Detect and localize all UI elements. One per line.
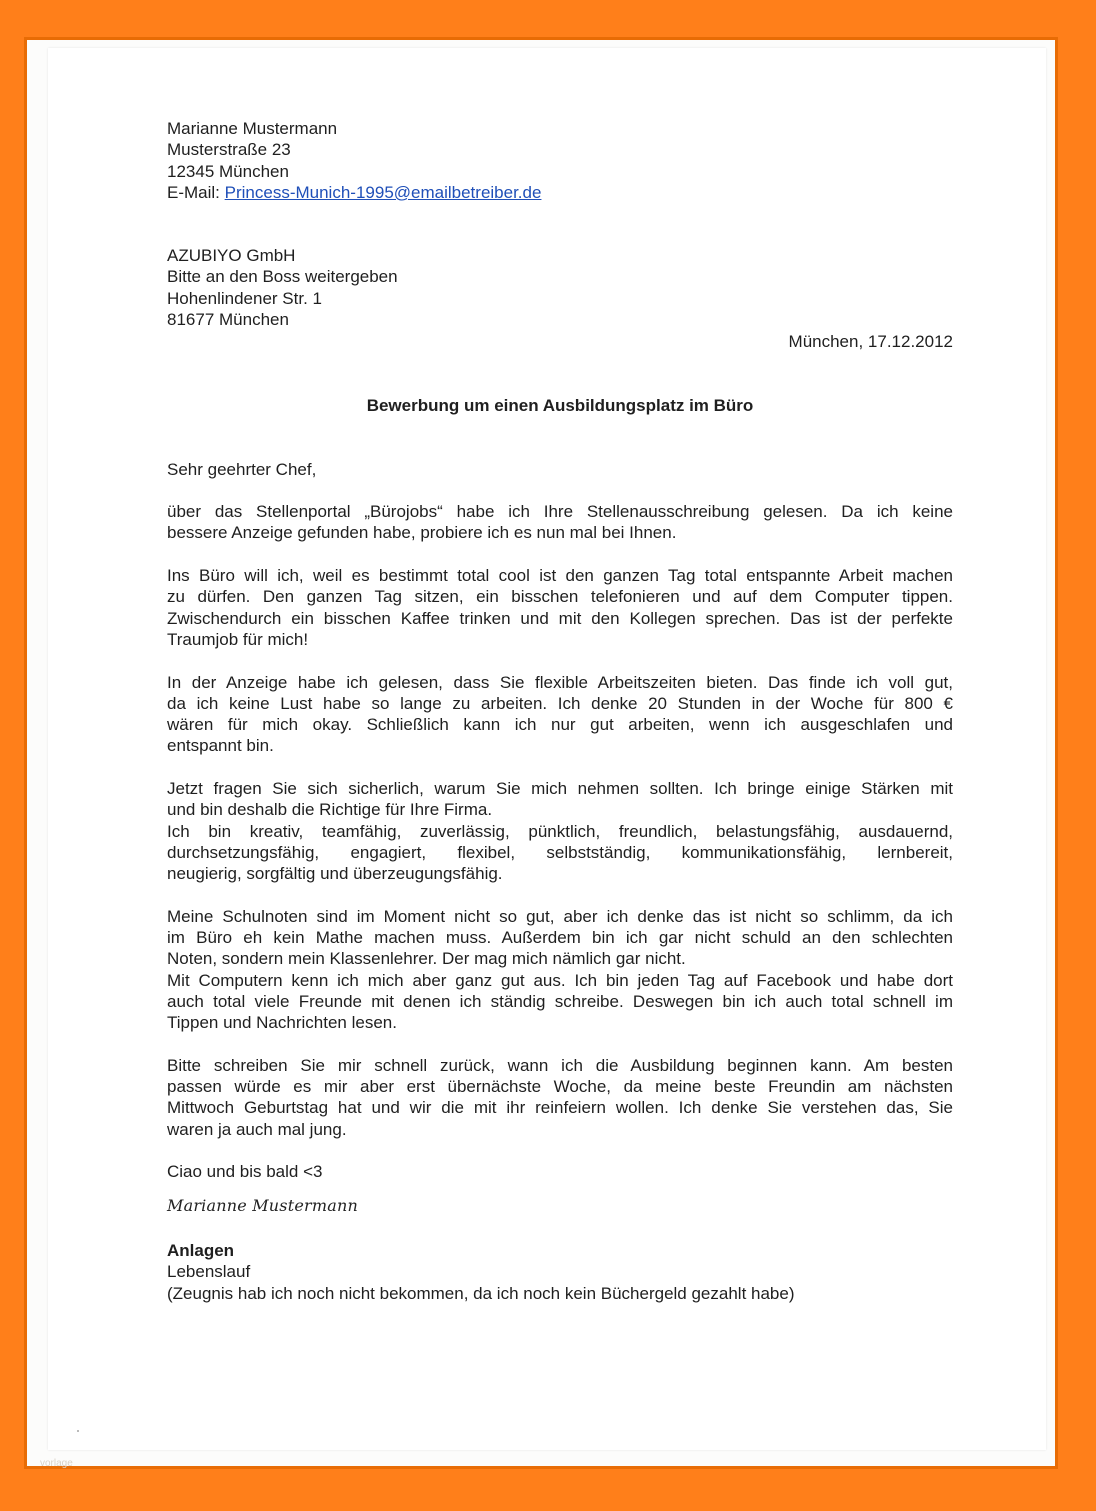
paragraph-line: passen würde es mir aber erst übernächste Woche, da meine beste Freundin am nächsten — [167, 1077, 953, 1097]
paragraph-line: Mit Computern kenn ich mich aber ganz gut aus. Ich bin jeden Tag auf Facebook und habe dort — [167, 970, 953, 990]
sender-block — [167, 118, 953, 203]
paragraph-line: Mittwoch Geburtstag hat und wir die mit ihr reinfeiern wollen. Ich denke Sie verstehen das, Sie — [167, 1098, 953, 1118]
body-paragraph — [167, 778, 953, 884]
paragraph-line: auch total viele Freunde mit denen ich ständig schreibe. Deswegen bin ich auch total schnell im — [167, 991, 953, 1011]
recipient-company: AZUBIYO GmbH — [167, 246, 296, 266]
paragraph-line: durchsetzungsfähig, engagiert, flexibel, selbstständig, kommunikationsfähig, lernbereit, — [167, 842, 953, 862]
letter-subject: Bewerbung um einen Ausbildungsplatz im Büro — [366, 395, 754, 415]
paragraph-line: über das Stellenportal „Bürojobs“ habe ich Ihre Stellenausschreibung gelesen. Da ich keine — [167, 502, 953, 522]
letter-date: München, 17.12.2012 — [788, 332, 953, 352]
attachment-item: Lebenslauf — [167, 1262, 251, 1282]
recipient-city: 81677 München — [167, 310, 289, 330]
paragraph-line: da ich keine Lust habe so lange zu arbeiten. Ich denke 20 Stunden in der Woche für 800 € — [167, 693, 953, 713]
paragraph-line: entspannt bin. — [167, 736, 274, 756]
paragraph-line: In der Anzeige habe ich gelesen, dass Sie flexible Arbeitszeiten bieten. Das finde ich voll gut, — [167, 672, 953, 692]
letter-content — [167, 118, 953, 1304]
attachment-item: (Zeugnis hab ich noch nicht bekommen, da ich noch kein Büchergeld gezahlt habe) — [167, 1283, 795, 1303]
paragraph-line: im Büro eh kein Mathe machen muss. Außerdem bin ich gar nicht schuld an den schlechten — [167, 928, 953, 948]
attachments-block — [167, 1240, 953, 1304]
closing: Ciao und bis bald <3 — [167, 1162, 323, 1182]
paragraph-line: Meine Schulnoten sind im Moment nicht so gut, aber ich denke das ist nicht so schlimm, da ich — [167, 906, 953, 926]
signature: Marianne Mustermann — [167, 1195, 358, 1215]
sender-email-label: E-Mail: — [167, 182, 220, 202]
body-paragraph — [167, 501, 953, 544]
paragraph-line: Bitte schreiben Sie mir schnell zurück, wann ich die Ausbildung beginnen kann. Am besten — [167, 1055, 953, 1075]
paragraph-line: waren ja auch mal jung. — [167, 1119, 347, 1139]
sender-city: 12345 München — [167, 161, 289, 181]
paragraph-line: neugierig, sorgfältig und überzeugungsfähig. — [167, 864, 503, 884]
sender-street: Musterstraße 23 — [167, 140, 291, 160]
paragraph-line: Ins Büro will ich, weil es bestimmt total cool ist den ganzen Tag total entspannte Arbeit machen — [167, 566, 953, 586]
paragraph-line: zu dürfen. Den ganzen Tag sitzen, ein bisschen telefonieren und auf dem Computer tippen. — [167, 587, 953, 607]
body-paragraph — [167, 565, 953, 650]
paragraph-line: Traumjob für mich! — [167, 629, 309, 649]
sender-email-link[interactable]: Princess-Munich-1995@emailbetreiber.de — [224, 182, 542, 202]
sender-email-line — [167, 182, 953, 203]
body-paragraph — [167, 672, 953, 757]
paragraph-line: Zwischendurch ein bisschen Kaffee trinken und mit den Kollegen sprechen. Das ist der perfekte — [167, 608, 953, 628]
recipient-attention: Bitte an den Boss weitergeben — [167, 267, 398, 287]
paragraph-line: Noten, sondern mein Klassenlehrer. Der mag mich nämlich gar nicht. — [167, 949, 686, 969]
paragraph-line: Tippen und Nachrichten lesen. — [167, 1013, 397, 1033]
body-paragraphs — [167, 501, 953, 1161]
paragraph-line: Jetzt fragen Sie sich sicherlich, warum Sie mich nehmen sollten. Ich bringe einige Stärken mit — [167, 779, 953, 799]
body-paragraph — [167, 1055, 953, 1140]
paragraph-line: und bin deshalb die Richtige für Ihre Firma. — [167, 800, 493, 820]
paragraph-line: Ich bin kreativ, teamfähig, zuverlässig, pünktlich, freundlich, belastungsfähig, ausdauernd, — [167, 821, 953, 841]
sender-name: Marianne Mustermann — [167, 119, 338, 138]
salutation: Sehr geehrter Chef, — [167, 459, 317, 479]
paragraph-line: bessere Anzeige gefunden habe, probiere ich es nun mal bei Ihnen. — [167, 523, 677, 543]
watermark-text: vorlage — [40, 1458, 73, 1469]
scan-speck — [77, 1430, 79, 1432]
recipient-block — [167, 245, 953, 330]
recipient-street: Hohenlindener Str. 1 — [167, 288, 322, 308]
body-paragraph — [167, 906, 953, 1034]
paragraph-line: wären für mich okay. Schließlich kann ich nur gut arbeiten, wenn ich ausgeschlafen und — [167, 715, 953, 735]
attachments-title: Anlagen — [167, 1240, 235, 1260]
